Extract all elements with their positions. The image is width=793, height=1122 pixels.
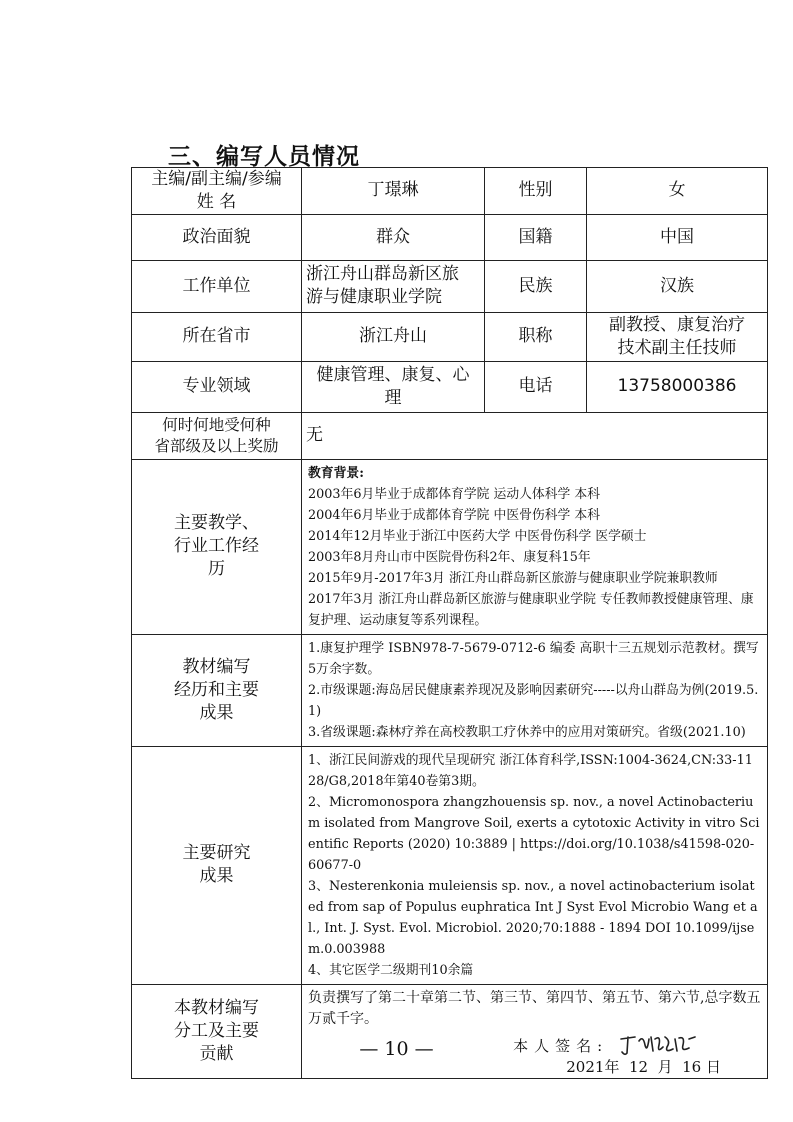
row-field [132, 361, 768, 412]
research-item: 3、Nesterenkonia muleiensis sp. nov., a novel actinobacterium isolated from sap of Populus euphratica Int J Syst Evol Microbio Wang et al., Int. J. Syst. Evol. Microbiol. 2020;70:1888 - 1894 DOI 10.1099/ijsem.0.003988 [308, 878, 758, 957]
row-textbooks [132, 634, 768, 746]
value-ethnicity: 汉族 [587, 260, 768, 312]
label-ethnicity: 民族 [485, 260, 587, 312]
label-nationality: 国籍 [485, 214, 587, 260]
label-gender: 性别 [485, 168, 587, 215]
contribution-cell [302, 984, 768, 1078]
value-title: 副教授、康复治疗 技术副主任技师 [587, 312, 768, 361]
value-field: 健康管理、康复、心 理 [302, 361, 485, 412]
label-field: 专业领域 [132, 361, 302, 412]
label-title: 职称 [485, 312, 587, 361]
experience-cell [302, 459, 768, 634]
label-research: 主要研究 成果 [132, 746, 302, 984]
experience-line: 2014年12月毕业于浙江中医药大学 中医骨伤科学 医学硕士 [308, 528, 647, 544]
research-cell [302, 746, 768, 984]
signature-date: 2021年 12 月 16 日 [566, 1057, 721, 1076]
textbook-item: 3.省级课题:森林疗养在高校教职工疗休养中的应用对策研究。省级(2021.10) [308, 724, 746, 740]
value-name: 丁璟琳 [302, 168, 485, 215]
research-item: 1、浙江民间游戏的现代呈现研究 浙江体育科学,ISSN:1004-3624,CN:33-1128/G8,2018年第40卷第3期。 [308, 752, 753, 789]
experience-heading: 教育背景: [308, 465, 364, 481]
label-workplace: 工作单位 [132, 260, 302, 312]
experience-line: 2003年8月舟山市中医院骨伤科2年、康复科15年 [308, 549, 591, 565]
row-experience [132, 459, 768, 634]
label-experience: 主要教学、 行业工作经 历 [132, 459, 302, 634]
row-location [132, 312, 768, 361]
label-phone: 电话 [485, 361, 587, 412]
label-politics: 政治面貌 [132, 214, 302, 260]
research-item: 4、其它医学二级期刊10余篇 [308, 962, 474, 978]
section-title: 三、编写人员情况 [168, 144, 360, 170]
row-contribution [132, 984, 768, 1078]
label-contribution: 本教材编写 分工及主要 贡献 [132, 984, 302, 1078]
value-workplace: 浙江舟山群岛新区旅 游与健康职业学院 [302, 260, 485, 312]
row-name [132, 168, 768, 215]
value-phone: 13758000386 [587, 361, 768, 412]
row-workplace [132, 260, 768, 312]
experience-line: 2017年3月 浙江舟山群岛新区旅游与健康职业学院 专任教师教授健康管理、康复护理、运动康复等系列课程。 [308, 591, 754, 628]
value-gender: 女 [587, 168, 768, 215]
textbook-item: 1.康复护理学 ISBN978-7-5679-0712-6 编委 高职十三五规划示范教材。撰写5万余字数。 [308, 640, 759, 677]
experience-line: 2004年6月毕业于成都体育学院 中医骨伤科学 本科 [308, 507, 600, 523]
signature-label: 本人签名: [513, 1036, 609, 1055]
value-politics: 群众 [302, 214, 485, 260]
textbook-item: 2.市级课题:海岛居民健康素养现况及影响因素研究-----以舟山群岛为例(2019.5.1) [308, 682, 759, 719]
page-number: — 10 — [359, 1038, 434, 1060]
label-awards: 何时何地受何种 省部级及以上奖励 [132, 412, 302, 459]
research-item: 2、Micromonospora zhangzhouensis sp. nov., a novel Actinobacterium isolated from Mangrove Soil, exerts a cytotoxic Activity in vitro Scientific Reports (2020) 10:3889 | https://doi.org/10.1038/s41598-020-60677-0 [308, 794, 760, 873]
label-name: 主编/副主编/参编 姓 名 [132, 168, 302, 215]
value-location: 浙江舟山 [302, 312, 485, 361]
row-awards [132, 412, 768, 459]
experience-line: 2015年9月-2017年3月 浙江舟山群岛新区旅游与健康职业学院兼职教师 [308, 570, 718, 586]
label-textbooks: 教材编写 经历和主要 成果 [132, 634, 302, 746]
row-research [132, 746, 768, 984]
label-location: 所在省市 [132, 312, 302, 361]
row-politics [132, 214, 768, 260]
value-awards: 无 [302, 412, 768, 459]
contribution-text: 负责撰写了第二十章第二节、第三节、第四节、第五节、第六节,总字数五万贰千字。 [308, 989, 761, 1027]
author-info-table [131, 167, 768, 1079]
value-nationality: 中国 [587, 214, 768, 260]
textbooks-cell [302, 634, 768, 746]
experience-line: 2003年6月毕业于成都体育学院 运动人体科学 本科 [308, 486, 600, 502]
